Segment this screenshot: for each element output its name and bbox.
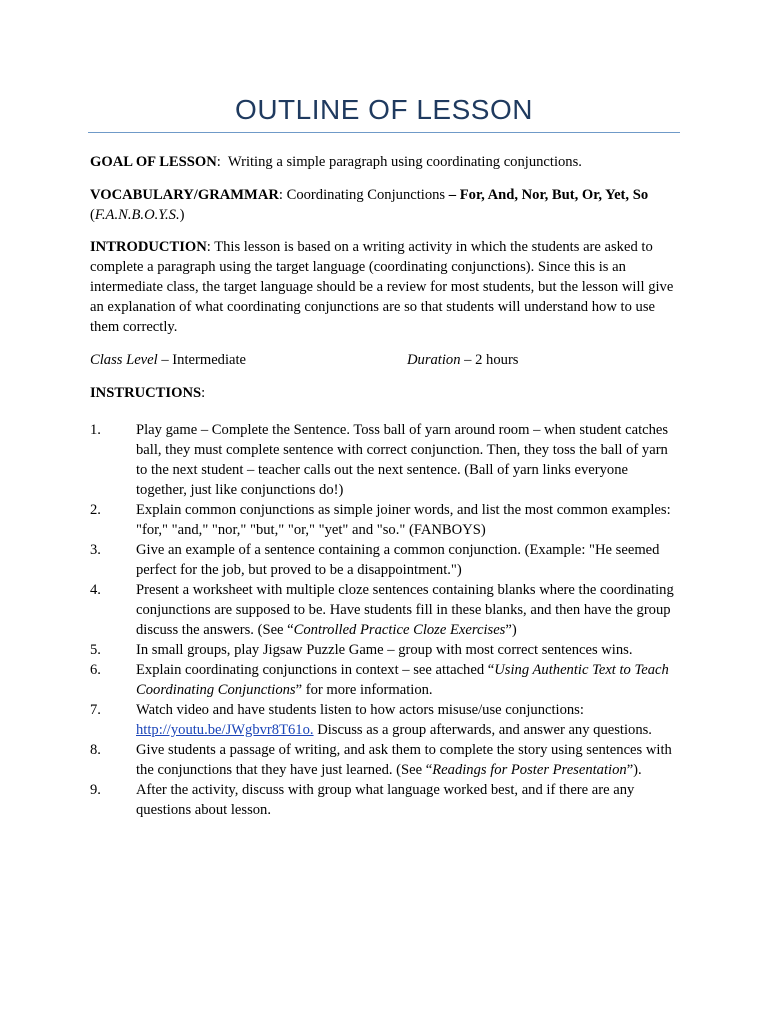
item-text: In small groups, play Jigsaw Puzzle Game – group with most correct sentences wins. xyxy=(136,642,633,658)
intro-section: INTRODUCTION: This lesson is based on a writing activity in which the students are asked to complete a paragraph using the target language (coordinating conjunctions). Since this is an intermediate class, the target language should be a review for most students, but the lesson will give an explanation of what coordinating conjunctions are so that students will understand how to use them correctly. xyxy=(90,239,674,335)
item-number: 4. xyxy=(90,582,101,598)
class-level: Class Level – Intermediate xyxy=(90,352,247,368)
vocab-section: VOCABULARY/GRAMMAR: Coordinating Conjunctions – For, And, Nor, But, Or, Yet, So (F.A.N.B.O.Y.S.) xyxy=(90,187,649,223)
intro-label: INTRODUCTION xyxy=(90,239,207,255)
item-number: 8. xyxy=(90,742,101,758)
item-text-end: ”). xyxy=(626,762,642,778)
title-divider xyxy=(88,132,680,133)
item-reference: Readings for Poster Presentation xyxy=(432,762,627,778)
vocab-label: VOCABULARY/GRAMMAR xyxy=(90,187,279,203)
list-item xyxy=(90,780,680,820)
vocab-acronym: F.A.N.B.O.Y.S. xyxy=(94,207,180,223)
instructions-label: INSTRUCTIONS xyxy=(90,385,202,401)
item-text: Give an example of a sentence containing a common conjunction. (Example: "He seemed perfect for the job, but proved to be a disappointment.") xyxy=(136,542,660,578)
item-text-end: Discuss as a group afterwards, and answer any questions. xyxy=(313,722,652,738)
list-item xyxy=(90,740,680,780)
vocab-text: Coordinating Conjunctions xyxy=(286,187,446,203)
list-item xyxy=(90,500,680,540)
list-item xyxy=(90,580,680,640)
list-item xyxy=(90,660,680,700)
duration-value: 2 hours xyxy=(475,352,519,368)
goal-section: GOAL OF LESSON: Writing a simple paragraph using coordinating conjunctions. xyxy=(90,154,582,170)
item-text: After the activity, discuss with group what language worked best, and if there are any questions about lesson. xyxy=(136,782,635,818)
item-number: 6. xyxy=(90,662,101,678)
list-item xyxy=(90,540,680,580)
item-number: 5. xyxy=(90,642,101,658)
list-item xyxy=(90,420,680,500)
duration: Duration – 2 hours xyxy=(407,352,519,368)
instructions-heading: INSTRUCTIONS: xyxy=(90,385,206,401)
item-text: Explain common conjunctions as simple joiner words, and list the most common examples: "for," "and," "nor," "but," "or," "yet" and "so." (FANBOYS) xyxy=(136,502,671,538)
page-title: OUTLINE OF LESSON xyxy=(235,94,533,125)
item-number: 3. xyxy=(90,542,101,558)
vocab-list: – For, And, Nor, But, Or, Yet, So xyxy=(448,187,649,203)
item-number: 2. xyxy=(90,502,101,518)
class-level-label: Class Level xyxy=(90,352,158,368)
goal-text: Writing a simple paragraph using coordinating conjunctions. xyxy=(227,154,582,170)
class-level-value: Intermediate xyxy=(172,352,247,368)
list-item xyxy=(90,640,680,660)
item-text: Present a worksheet with multiple cloze sentences containing blanks where the coordinating conjunctions are supposed to be. Have students fill in these blanks, and then have the group discuss the answers. (See “ xyxy=(136,582,674,638)
item-text: Watch video and have students listen to how actors misuse/use conjunctions: xyxy=(136,702,584,718)
item-text-end: ”) xyxy=(505,622,517,638)
item-reference: Controlled Practice Cloze Exercises xyxy=(293,622,506,638)
intro-text: This lesson is based on a writing activity in which the students are asked to complete a paragraph using the target language (coordinating conjunctions). Since this is an intermediate class, the target language should be a review for most students, but the lesson will give an explanation of what coordinating conjunctions are so that students will understand how to use them correctly. xyxy=(90,239,674,335)
item-reference: Using Authentic Text to Teach Coordinating Conjunctions xyxy=(136,662,669,698)
item-text: Play game – Complete the Sentence. Toss ball of yarn around room – when student catches ball, they must complete sentence with correct conjunction. Then, they toss the ball of yarn to the next student – teacher calls out the next sentence. (Ball of yarn links everyone together, just like conjunctions do!) xyxy=(136,422,669,498)
item-number: 1. xyxy=(90,422,101,438)
goal-label: GOAL OF LESSON xyxy=(90,154,217,170)
item-number: 9. xyxy=(90,782,101,798)
item-text: Explain coordinating conjunctions in context – see attached “ xyxy=(136,662,495,678)
instructions-list xyxy=(90,420,680,820)
item-text-end: ” for more information. xyxy=(295,682,433,698)
item-text: Give students a passage of writing, and ask them to complete the story using sentences with the conjunctions that they have just learned. (See “ xyxy=(136,742,672,778)
video-link[interactable]: http://youtu.be/JWgbvr8T61o. xyxy=(136,722,314,738)
list-item xyxy=(90,700,680,740)
duration-label: Duration xyxy=(407,352,461,368)
item-number: 7. xyxy=(90,702,101,718)
